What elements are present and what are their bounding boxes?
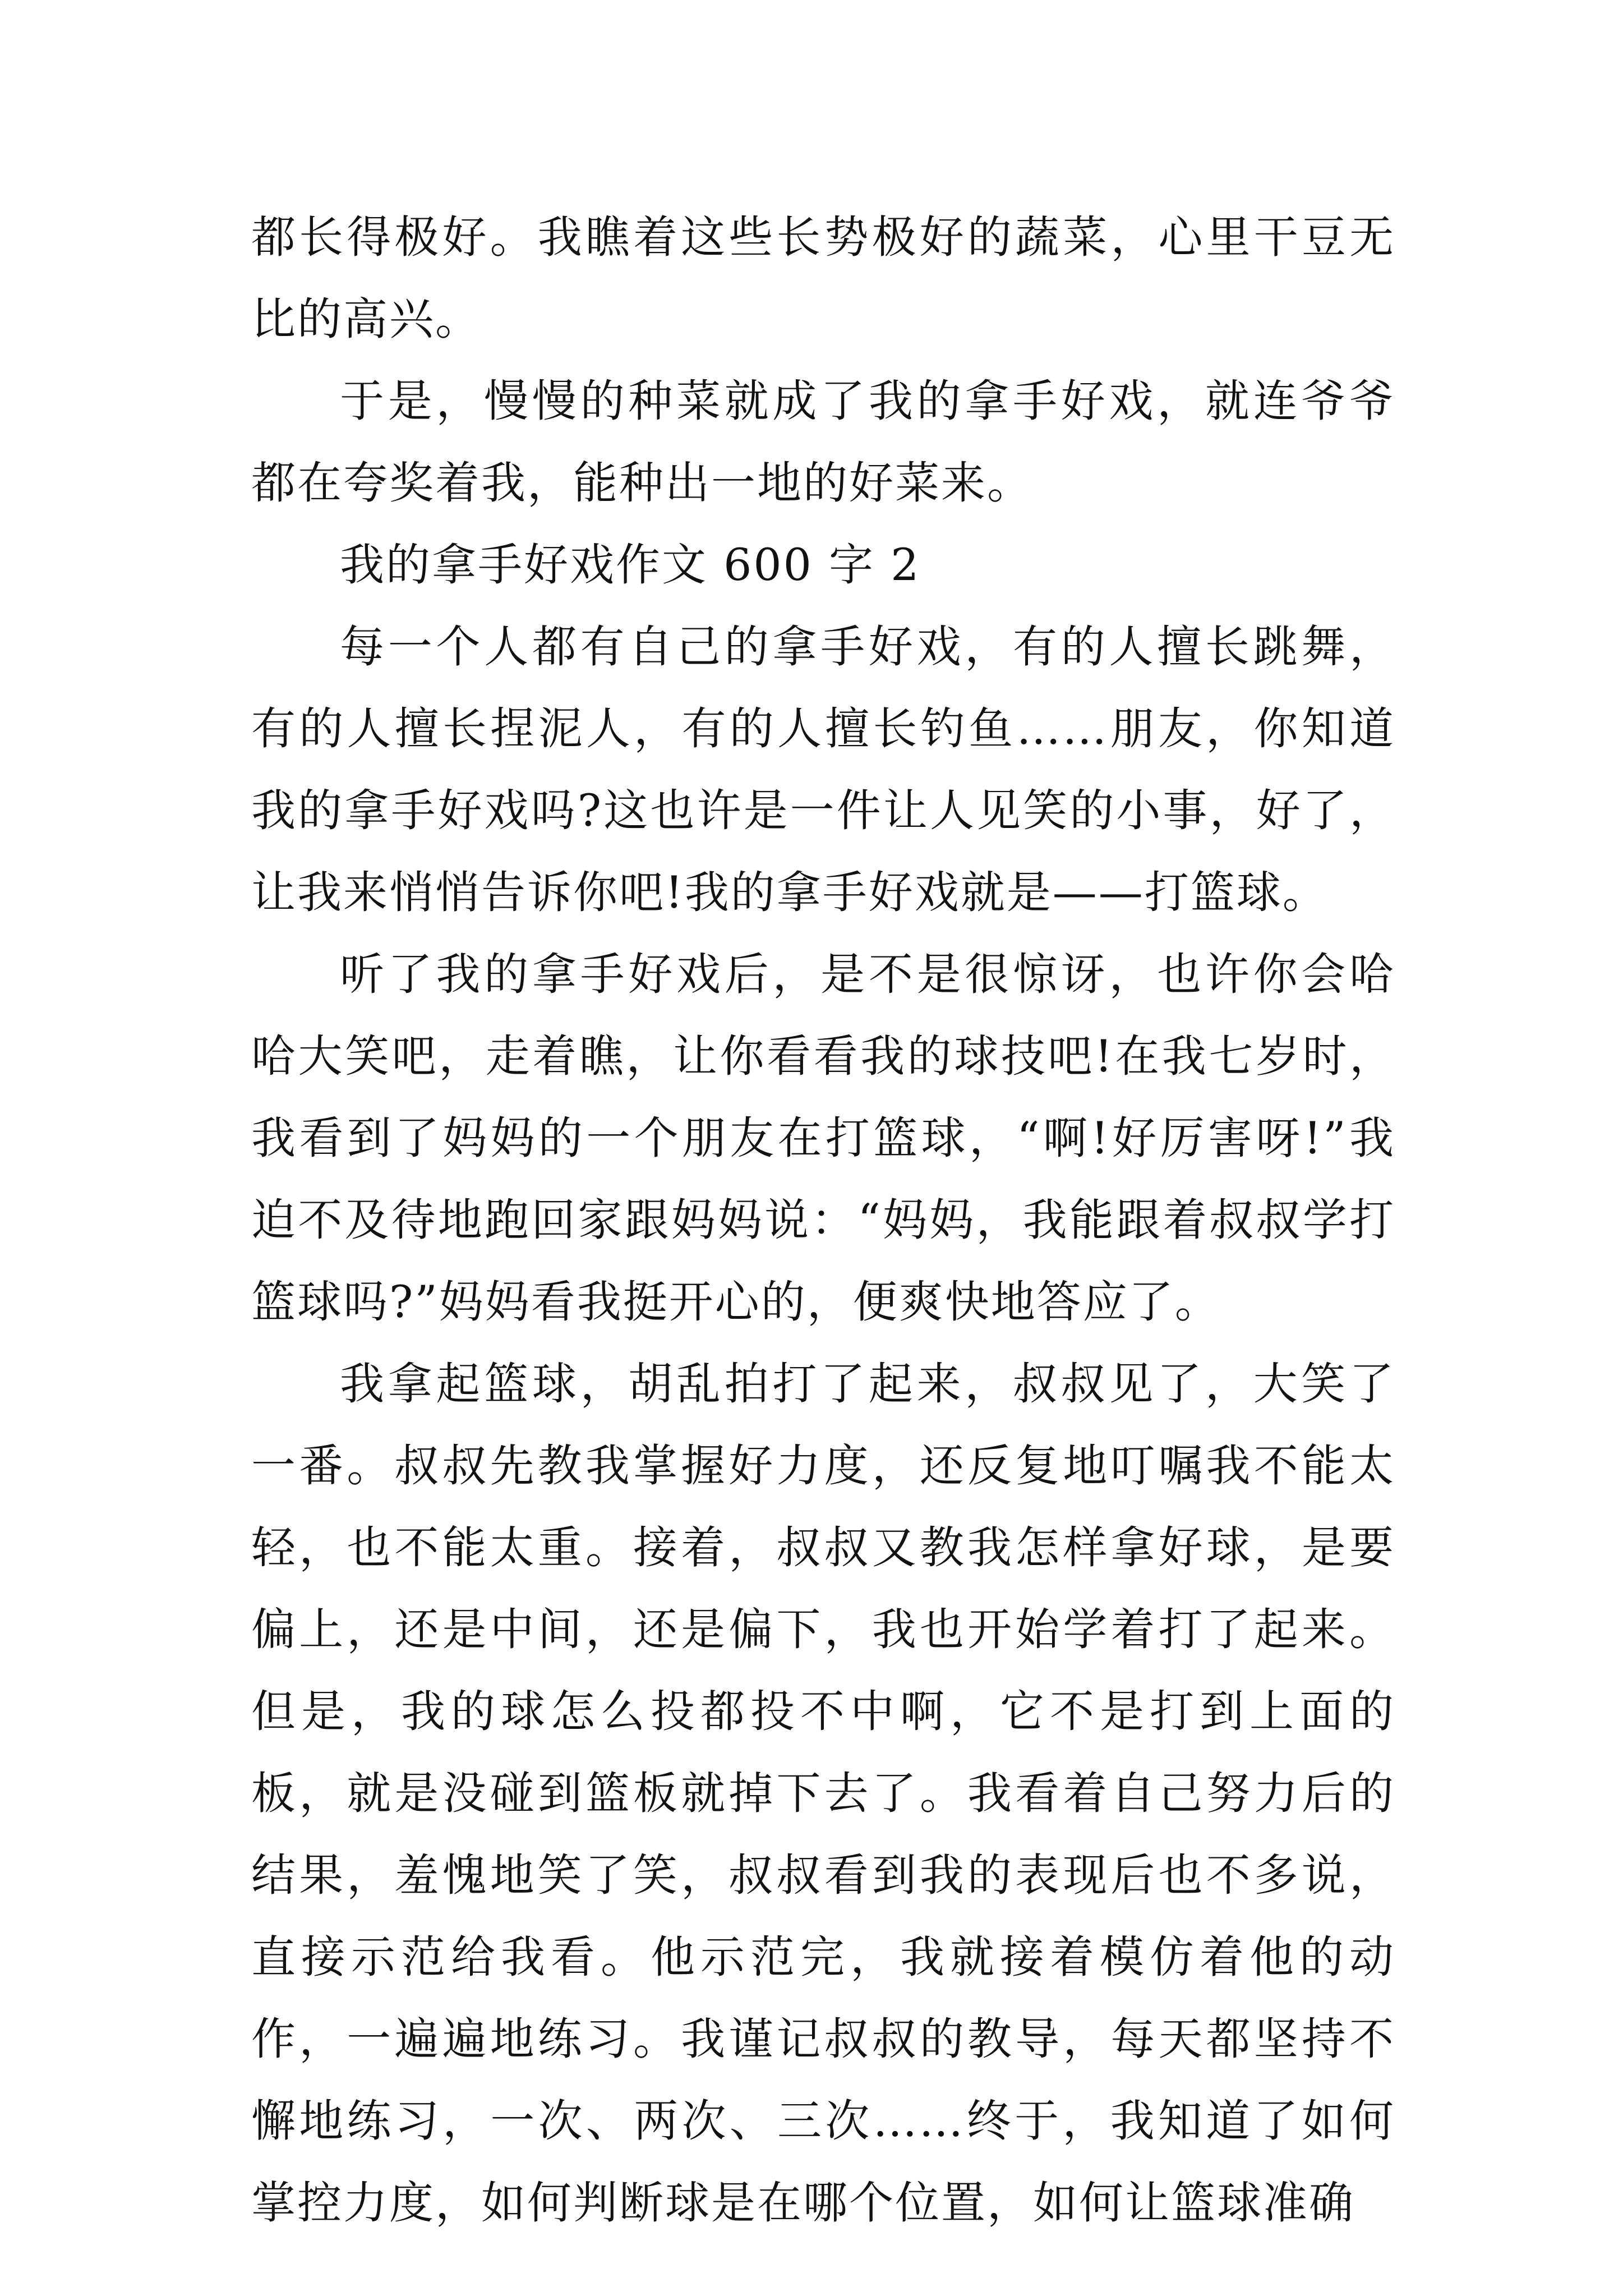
paragraph: 听了我的拿手好戏后，是不是很惊讶，也许你会哈哈大笑吧，走着瞧，让你看看我的球技吧!在我七岁时，我看到了妈妈的一个朋友在打篮球，“啊!好厉害呀!”我迫不及待地跑回家跟妈妈说：“妈妈，我能跟着叔叔学打篮球吗?”妈妈看我挺开心的，便爽快地答应了。 bbox=[251, 949, 1395, 1328]
paragraph-continuation: 都长得极好。我瞧着这些长势极好的蔬菜，心里干豆无比的高兴。 bbox=[251, 211, 1395, 345]
section-heading: 我的拿手好戏作文 600 字 2 bbox=[340, 539, 921, 591]
paragraph: 我拿起篮球，胡乱拍打了起来，叔叔见了，大笑了一番。叔叔先教我掌握好力度，还反复地叮嘱我不能太轻，也不能太重。接着，叔叔又教我怎样拿好球，是要偏上，还是中间，还是偏下，我也开始学着打了起来。但是，我的球怎么投都投不中啊，它不是打到上面的板，就是没碰到篮板就掉下去了。我看着自己努力后的结果，羞愧地笑了笑，叔叔看到我的表现后也不多说，直接示范给我看。他示范完，我就接着模仿着他的动作，一遍遍地练习。我谨记叔叔的教导，每天都坚持不懈地练习，一次、两次、三次……终于，我知道了如何掌控力度，如何判断球是在哪个位置，如何让篮球准确 bbox=[251, 1358, 1395, 2229]
paragraph: 每一个人都有自己的拿手好戏，有的人擅长跳舞，有的人擅长捏泥人，有的人擅长钓鱼……朋友，你知道我的拿手好戏吗?这也许是一件让人见笑的小事，好了，让我来悄悄告诉你吧!我的拿手好戏就是——打篮球。 bbox=[251, 621, 1395, 918]
document-body bbox=[251, 196, 1395, 2244]
paragraph: 于是，慢慢的种菜就成了我的拿手好戏，就连爷爷都在夸奖着我，能种出一地的好菜来。 bbox=[251, 375, 1395, 509]
